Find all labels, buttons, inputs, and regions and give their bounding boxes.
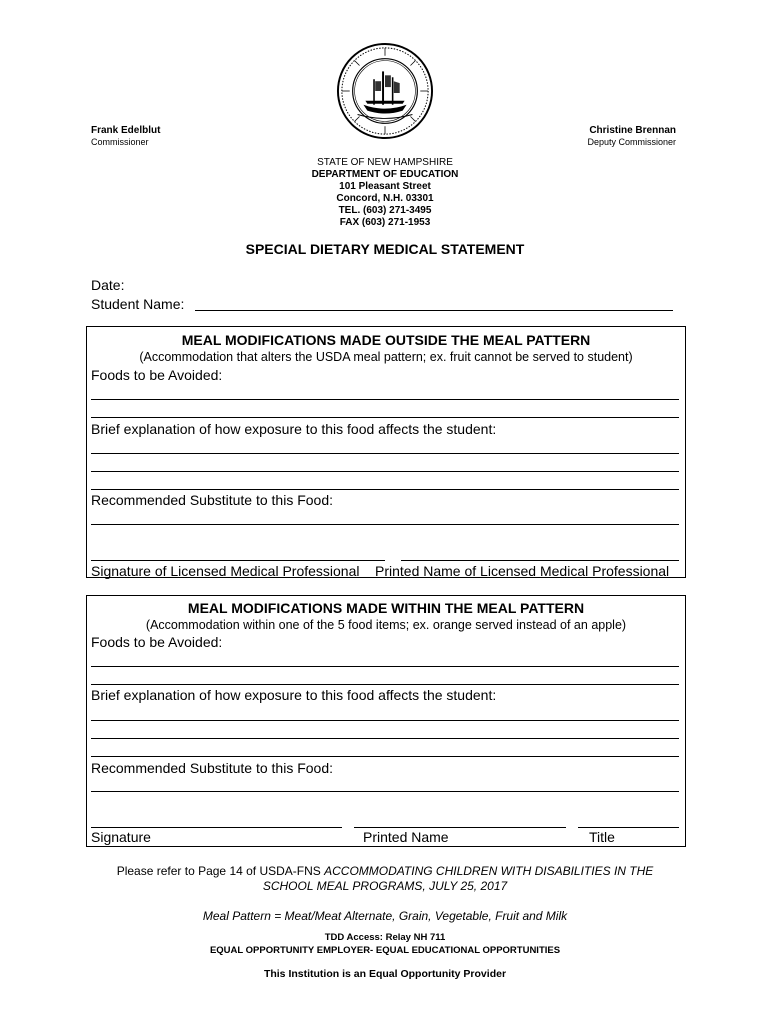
section1-substitute-label: Recommended Substitute to this Food: (91, 492, 334, 508)
student-name-label: Student Name: (91, 296, 185, 312)
section2-foods-line-1[interactable] (91, 666, 679, 667)
address-tel: TEL. (603) 271-3495 (338, 205, 432, 216)
date-label: Date: (91, 277, 125, 293)
equal-opportunity-provider: This Institution is an Equal Opportunity Provider (263, 968, 507, 980)
section2-subtitle: (Accommodation within one of the 5 food items; ex. orange served instead of an apple) (145, 618, 627, 632)
address-fax: FAX (603) 271-1953 (339, 217, 431, 228)
tdd-access: TDD Access: Relay NH 711 (324, 932, 446, 943)
address-street: 101 Pleasant Street (339, 181, 431, 192)
section2-printed-name-line[interactable] (354, 827, 566, 828)
usda-reference-title-2: SCHOOL MEAL PROGRAMS, JULY 25, 2017 (262, 879, 508, 893)
section2-signature-label: Signature (91, 829, 151, 845)
section2-substitute-label: Recommended Substitute to this Food: (91, 760, 334, 776)
section2-foods-label: Foods to be Avoided: (91, 634, 223, 650)
deputy-commissioner-name: Christine Brennan (589, 125, 676, 136)
section2-signature-line[interactable] (91, 827, 342, 828)
section1-signature-label: Signature of Licensed Medical Professional (91, 563, 360, 579)
section2-title-line[interactable] (578, 827, 679, 828)
section2-title: MEAL MODIFICATIONS MADE WITHIN THE MEAL PATTERN (187, 600, 585, 616)
section1-substitute-line[interactable] (91, 524, 679, 525)
address-block (0, 157, 770, 229)
usda-reference (0, 864, 770, 894)
section1-explain-label: Brief explanation of how exposure to this food affects the student: (91, 421, 497, 437)
section1-explain-line-2[interactable] (91, 471, 679, 472)
student-name-field[interactable] (195, 310, 673, 311)
section1-foods-line-1[interactable] (91, 399, 679, 400)
section1-title: MEAL MODIFICATIONS MADE OUTSIDE THE MEAL PATTERN (181, 332, 591, 348)
section2-printed-name-label: Printed Name (363, 829, 449, 845)
section1-subtitle: (Accommodation that alters the USDA meal pattern; ex. fruit cannot be served to student) (139, 350, 633, 364)
document-title: SPECIAL DIETARY MEDICAL STATEMENT (245, 241, 525, 257)
usda-reference-title-1: ACCOMMODATING CHILDREN WITH DISABILITIES IN THE (324, 864, 654, 878)
section2-explain-line-2[interactable] (91, 738, 679, 739)
section2-foods-line-2[interactable] (91, 684, 679, 685)
address-state: STATE OF NEW HAMPSHIRE (317, 157, 453, 168)
state-seal-icon (336, 42, 434, 140)
usda-reference-prefix: Please refer to Page 14 of USDA-FNS (116, 864, 325, 878)
commissioner-name: Frank Edelblut (91, 125, 161, 136)
section1-signature-line[interactable] (91, 560, 385, 561)
section-within-meal-pattern (86, 595, 686, 847)
section1-printed-name-line[interactable] (401, 560, 679, 561)
section1-printed-name-label: Printed Name of Licensed Medical Professional (375, 563, 670, 579)
section1-foods-line-2[interactable] (91, 417, 679, 418)
section2-substitute-line[interactable] (91, 791, 679, 792)
equal-opportunity-employer: EQUAL OPPORTUNITY EMPLOYER- EQUAL EDUCATIONAL OPPORTUNITIES (209, 945, 561, 956)
meal-pattern-note: Meal Pattern = Meat/Meat Alternate, Grain, Vegetable, Fruit and Milk (202, 909, 568, 923)
address-department: DEPARTMENT OF EDUCATION (311, 169, 459, 180)
deputy-commissioner-title: Deputy Commissioner (587, 137, 676, 147)
commissioner-title: Commissioner (91, 137, 149, 147)
section1-explain-line-3[interactable] (91, 489, 679, 490)
section1-foods-label: Foods to be Avoided: (91, 367, 223, 383)
section2-explain-label: Brief explanation of how exposure to this food affects the student: (91, 687, 497, 703)
section2-explain-line-3[interactable] (91, 756, 679, 757)
section2-title-label: Title (589, 829, 615, 845)
section1-explain-line-1[interactable] (91, 453, 679, 454)
section2-explain-line-1[interactable] (91, 720, 679, 721)
address-city: Concord, N.H. 03301 (336, 193, 434, 204)
